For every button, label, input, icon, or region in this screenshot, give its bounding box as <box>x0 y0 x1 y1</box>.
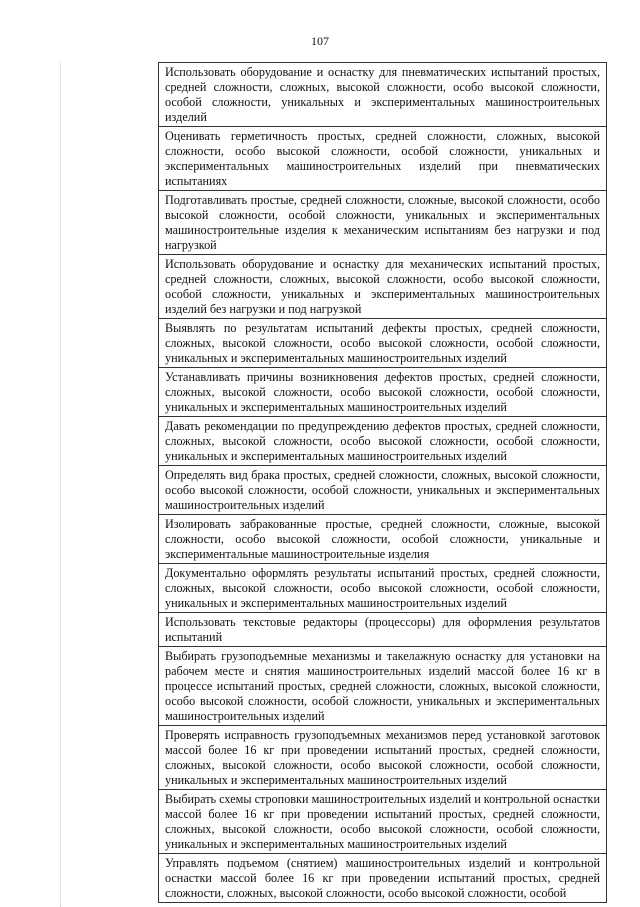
table-row: Проверять исправность грузоподъемных механизмов перед установкой заготовок массой более 16 кг при проведении испытаний простых, средней сложности, сложных, высокой сложности, особо высокой сложности, особой сложности, уникальных и экспериментальных машиностроительных изделий <box>159 726 606 790</box>
table-row: Выбирать схемы строповки машиностроительных изделий и контрольной оснастки массой более 16 кг при проведении испытаний простых, средней сложности, сложных, высокой сложности, особо высокой сложности, особой сложности, уникальных и экспериментальных машиностроительных изделий <box>159 790 606 854</box>
table-row: Устанавливать причины возникновения дефектов простых, средней сложности, сложных, высокой сложности, особо высокой сложности, особой сложности, уникальных и экспериментальных машиностроительных изделий <box>159 368 606 417</box>
table-row: Давать рекомендации по предупреждению дефектов простых, средней сложности, сложных, высокой сложности, особо высокой сложности, особой сложности, уникальных и экспериментальных машиностроительных изделий <box>159 417 606 466</box>
skills-table <box>158 62 607 903</box>
table-row: Использовать оборудование и оснастку для пневматических испытаний простых, средней сложности, сложных, высокой сложности, особо высокой сложности, особой сложности, уникальных и экспериментальных машиностроительных изделий <box>159 63 606 127</box>
table-row: Документально оформлять результаты испытаний простых, средней сложности, сложных, высокой сложности, особо высокой сложности, особой сложности, уникальных и экспериментальных машиностроительных изделий <box>159 564 606 613</box>
table-row: Изолировать забракованные простые, средней сложности, сложные, высокой сложности, особо высокой сложности, особой сложности, уникальные и экспериментальные машиностроительные изделия <box>159 515 606 564</box>
table-row: Определять вид брака простых, средней сложности, сложных, высокой сложности, особо высокой сложности, особой сложности, уникальных и экспериментальных машиностроительных изделий <box>159 466 606 515</box>
table-row: Управлять подъемом (снятием) машиностроительных изделий и контрольной оснастки массой более 16 кг при проведении испытаний простых, средней сложности, сложных, высокой сложности, особо высокой сложности, особой <box>159 854 606 903</box>
table-row: Выбирать грузоподъемные механизмы и такелажную оснастку для установки на рабочем месте и снятия машиностроительных изделий массой более 16 кг в процессе испытаний простых, средней сложности, сложных, высокой сложности, особо высокой сложности, особой сложности, уникальных и экспериментальных машиностроительных изделий <box>159 647 606 726</box>
table-row: Выявлять по результатам испытаний дефекты простых, средней сложности, сложных, высокой сложности, особо высокой сложности, особой сложности, уникальных и экспериментальных машиностроительных изделий <box>159 319 606 368</box>
table-row: Оценивать герметичность простых, средней сложности, сложных, высокой сложности, особо высокой сложности, особой сложности, уникальных и экспериментальных машиностроительных изделий при пневматических испытаниях <box>159 127 606 191</box>
page-number: 107 <box>311 34 329 48</box>
table-row: Подготавливать простые, средней сложности, сложные, высокой сложности, особо высокой сложности, особой сложности, уникальных и экспериментальных машиностроительные изделия к механическим испытаниям без нагрузки и под нагрузкой <box>159 191 606 255</box>
left-column-border <box>60 62 61 907</box>
table-row: Использовать оборудование и оснастку для механических испытаний простых, средней сложности, сложных, высокой сложности, особо высокой сложности, особой сложности, уникальных и экспериментальных машиностроительных изделий без нагрузки и под нагрузкой <box>159 255 606 319</box>
table-row: Использовать текстовые редакторы (процессоры) для оформления результатов испытаний <box>159 613 606 647</box>
